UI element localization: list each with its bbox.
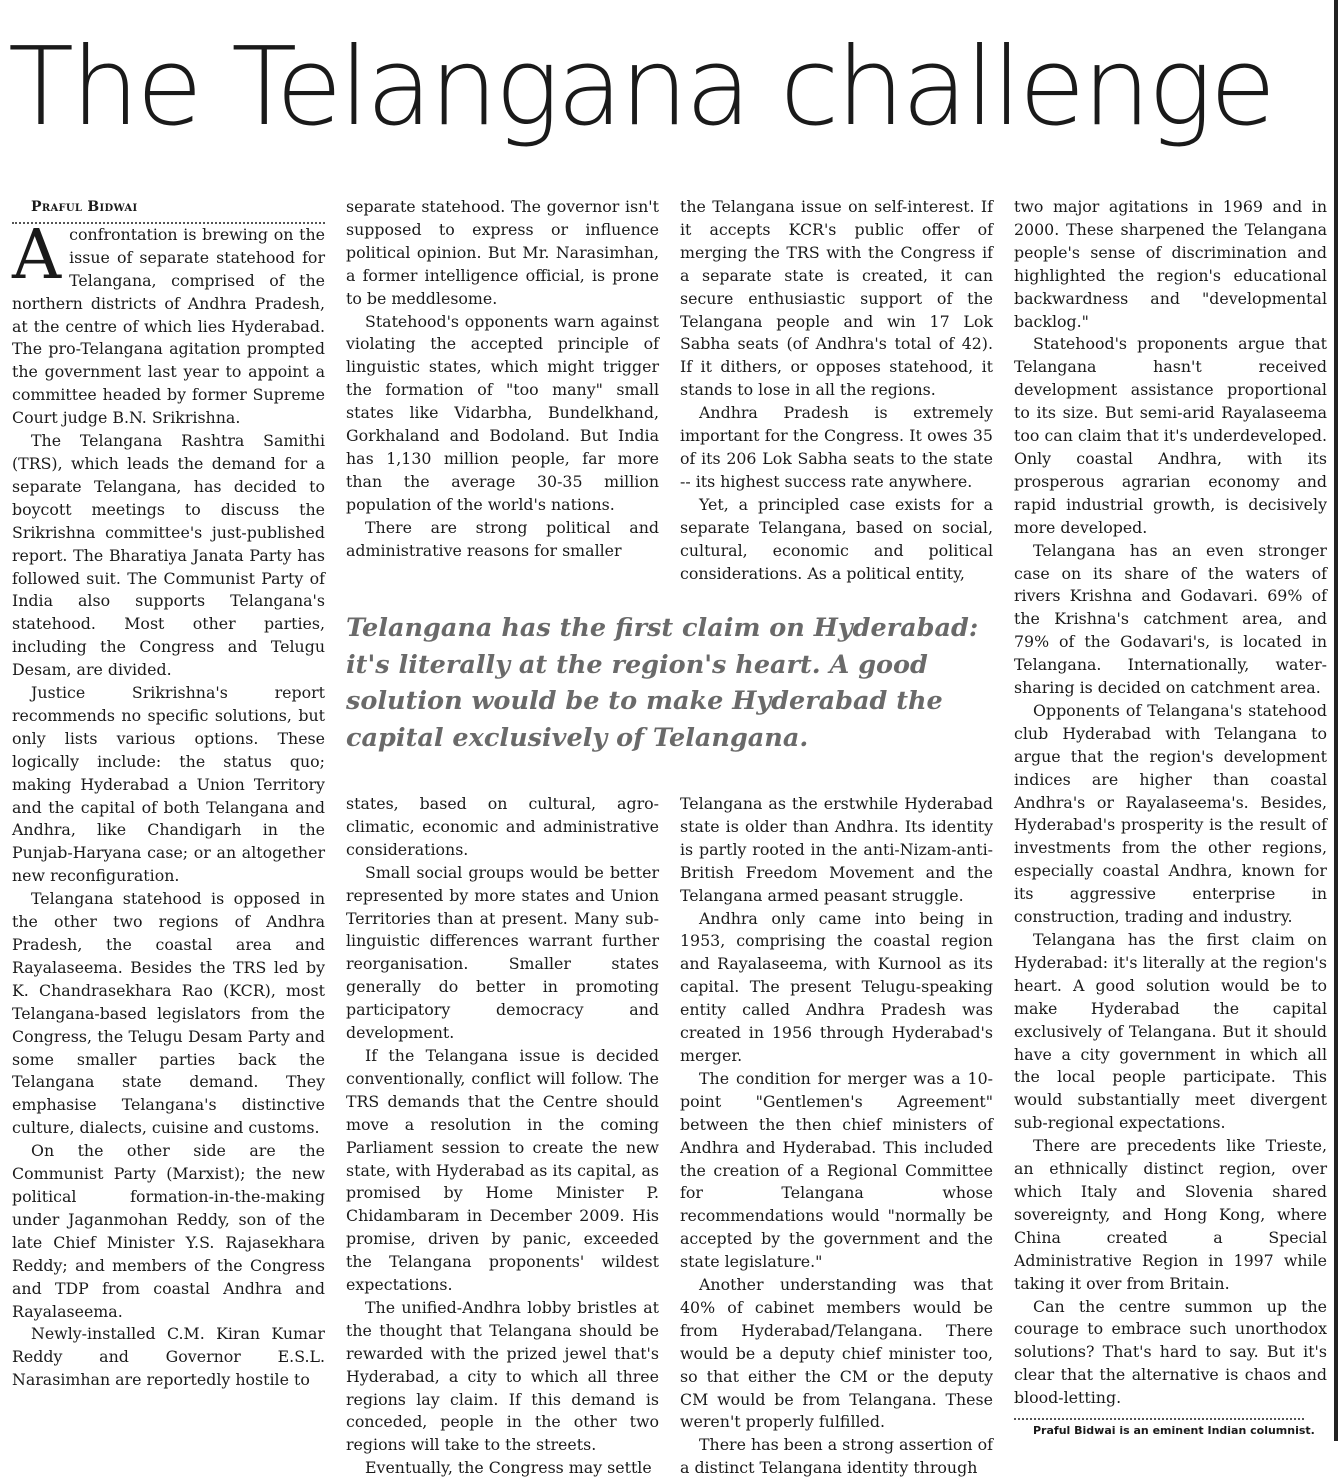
- paragraph: There has been a strong assertion of a distinct Telangana identity through: [680, 1435, 993, 1478]
- paragraph: Telangana has an even stronger case on its share of the waters of rivers Krishna and Godavari. 69% of the Krishna's catchment area, and 79% of the Godavari's, is located in Telangana. Internationally, water-sharing is decided on catchment area.: [1014, 540, 1327, 698]
- author-footnote: Praful Bidwai is an eminent Indian columnist.: [1033, 1424, 1315, 1438]
- paragraph: Can the centre summon up the courage to embrace such unorthodox solutions? That's hard to say. But it's clear that the alternative is chaos and blood-letting.: [1014, 1296, 1327, 1408]
- column-2-top: [346, 196, 659, 563]
- byline-text: Praful Bidwai: [31, 199, 138, 215]
- paragraph: Telangana has the first claim on Hyderabad: it's literally at the region's heart. A good solution would be to make Hyderabad the capital exclusively of Telangana. But it should have a city government in which all the local people participate. This would substantially meet divergent sub-regional expectations.: [1014, 930, 1327, 1133]
- paragraph: two major agitations in 1969 and in 2000. These sharpened the Telangana people's sense of discrimination and highlighted the region's educational backwardness and "developmental backlog.": [1014, 197, 1327, 331]
- column-1: [12, 196, 325, 1392]
- headline: The Telangana challenge: [8, 25, 1274, 150]
- paragraph: There are precedents like Trieste, an ethnically distinct region, over which Italy and Slovenia shared sovereignty, and Hong Kong, where China created a Special Administrative Region in 1997 while taking it over from Britain.: [1014, 1136, 1327, 1293]
- paragraph: states, based on cultural, agro-climatic, economic and administrative considerations.: [346, 794, 659, 859]
- paragraph: Eventually, the Congress may settle: [365, 1458, 652, 1478]
- paragraph: Statehood's opponents warn against violating the accepted principle of linguistic states, which might trigger the formation of "too many" small states like Vidarbha, Bundelkhand, Gorkhaland and Bodoland. But India has 1,130 million people, far more than the average 30-35 million population of the world's nations.: [346, 311, 659, 514]
- paragraph: the Telangana issue on self-interest. If it accepts KCR's public offer of merging the TRS with the Congress if a separate state is created, it can secure enthusiastic support of the Telangana people and win 17 Lok Sabha seats (of Andhra's total of 42). If it dithers, or opposes statehood, it stands to lose in all the regions.: [680, 197, 993, 400]
- paragraph: Yet, a principled case exists for a separate Telangana, based on social, cultural, economic and political considerations. As a political entity,: [680, 494, 993, 583]
- paragraph: Another understanding was that 40% of cabinet members would be from Hyderabad/Telangana. There would be a deputy chief minister too, so that either the CM or the deputy CM would be from Telangana. These weren't properly fulfilled.: [680, 1275, 993, 1432]
- paragraph: On the other side are the Communist Party (Marxist); the new political formation-in-the-making under Jaganmohan Reddy, son of the late Chief Minister Y.S. Rajasekhara Reddy; and members of the Congress and TDP from coastal Andhra and Rayalaseema.: [12, 1141, 325, 1321]
- paragraph: Justice Srikrishna's report recommends no specific solutions, but only lists various options. These logically include: the status quo; making Hyderabad a Union Territory and the capital of both Telangana and Andhra, like Chandigarh in the Punjab-Haryana case; or an altogether new reconfiguration.: [12, 683, 325, 886]
- drop-cap: A: [12, 215, 62, 295]
- column-4: [1014, 196, 1327, 1443]
- paragraph: Telangana as the erstwhile Hyderabad state is older than Andhra. Its identity is partly rooted in the anti-Nizam-anti-British Freedom Movement and the Telangana armed peasant struggle.: [680, 794, 993, 905]
- column-2-bottom: [346, 793, 659, 1480]
- paragraph: separate statehood. The governor isn't supposed to express or influence political opinion. But Mr. Narasimhan, a former intelligence official, is prone to be meddlesome.: [346, 197, 659, 308]
- paragraph: There are strong political and administrative reasons for smaller: [346, 517, 659, 560]
- paragraph: If the Telangana issue is decided conventionally, conflict will follow. The TRS demands that the Centre should move a resolution in the coming Parliament session to create the new state, with Hyderabad as its capital, as promised by Home Minister P. Chidambaram in December 2009. His promise, driven by panic, exceeded the Telangana proponents' wildest expectations.: [346, 1045, 659, 1295]
- lead-paragraph: [12, 215, 325, 430]
- pull-quote: Telangana has the first claim on Hyderabad: it's literally at the region's heart. A good solution would be to make Hyderabad the capital exclusively of Telangana.: [346, 613, 979, 753]
- paragraph: Andhra only came into being in 1953, comprising the coastal region and Rayalaseema, with Kurnool as its capital. The present Telugu-speaking entity called Andhra Pradesh was created in 1956 through Hyderabad's merger.: [680, 908, 993, 1065]
- paragraph: The Telangana Rashtra Samithi (TRS), which leads the demand for a separate Telangana, has decided to boycott meetings to discuss the Srikrishna committee's just-published report. The Bharatiya Janata Party has followed suit. The Communist Party of India also supports Telangana's statehood. Most other parties, including the Congress and Telugu Desam, are divided.: [12, 431, 325, 680]
- paragraph: Telangana statehood is opposed in the other two regions of Andhra Pradesh, the coastal area and Rayalaseema. Besides the TRS led by K. Chandrasekhara Rao (KCR), most Telangana-based legislators from the Congress, the Telugu Desam Party and some smaller parties back the Telangana state demand. They emphasise Telangana's distinctive culture, dialects, cuisine and customs.: [12, 889, 325, 1138]
- paragraph: Opponents of Telangana's statehood club Hyderabad with Telangana to argue that the region's development indices are higher than coastal Andhra's or Rayalaseema's. Besides, Hyderabad's prosperity is the result of investments from the other regions, especially coastal Andhra, known for its aggressive enterprise in construction, trading and industry.: [1014, 700, 1327, 927]
- column-3-top: [680, 196, 993, 585]
- paragraph: Statehood's proponents argue that Telangana hasn't received development assistance proportional to its size. But semi-arid Rayalaseema too can claim that it's underdeveloped. Only coastal Andhra, with its prosperous agrarian economy and rapid industrial growth, is decisively more developed.: [1014, 334, 1327, 537]
- paragraph: Andhra Pradesh is extremely important for the Congress. It owes 35 of its 206 Lok Sabha seats to the state -- its highest success rate anywhere.: [680, 403, 993, 491]
- paragraph: Small social groups would be better represented by more states and Union Territories than at present. Many sub-linguistic differences warrant further reorganisation. Smaller states generally do better in promoting participatory democracy and development.: [346, 862, 659, 1043]
- paragraph: Newly-installed C.M. Kiran Kumar Reddy and Governor E.S.L. Narasimhan are reportedly hostile to: [12, 1324, 325, 1390]
- paragraph: The condition for merger was a 10-point "Gentlemen's Agreement" between the then chief ministers of Andhra and Hyderabad. This included the creation of a Regional Committee for Telangana whose recommendations would "normally be accepted by the government and the state legislature.": [680, 1068, 993, 1272]
- paragraph: The unified-Andhra lobby bristles at the thought that Telangana should be rewarded with the prized jewel that's Hyderabad, a city to which all three regions lay claim. If this demand is conceded, people in the other two regions will take to the streets.: [346, 1297, 659, 1455]
- column-3-bottom: [680, 793, 993, 1480]
- lead-paragraph-text: confrontation is brewing on the issue of separate statehood for Telangana, comprised of the northern districts of Andhra Pradesh, at the centre of which lies Hyderabad. The pro-Telangana agitation prompted the government last year to appoint a committee headed by former Supreme Court judge B.N. Srikrishna.: [12, 224, 325, 428]
- page-edge-rule: [1334, 0, 1338, 1441]
